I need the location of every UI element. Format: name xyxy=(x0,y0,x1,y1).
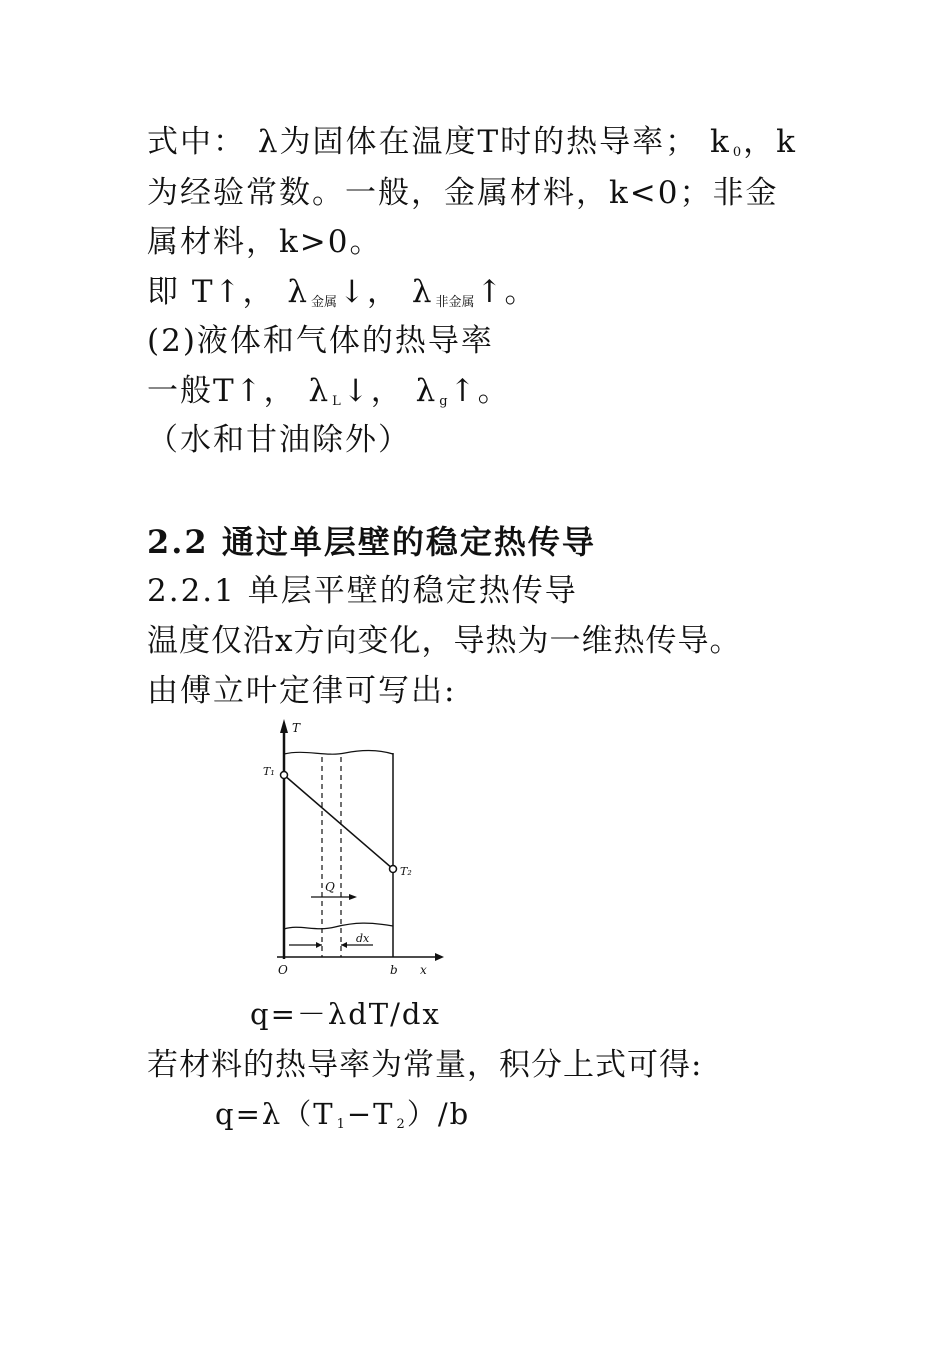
heat-flow-arrow-head-icon xyxy=(349,894,357,900)
equation-integrated-b: −T xyxy=(346,1097,395,1131)
section-heading: 2.2 通过单层壁的稳定热传导 xyxy=(147,523,596,561)
t-axis-arrow-icon xyxy=(280,719,288,733)
text-line-6-b: ↓， λ xyxy=(342,373,438,409)
text-line-7: （水和甘油除外） xyxy=(147,422,411,458)
t2-point xyxy=(390,866,397,873)
text-line-6-a: 一般T↑， λ xyxy=(147,373,331,409)
text-line-10: 若材料的热导率为常量，积分上式可得: xyxy=(147,1047,703,1083)
label-x: x xyxy=(420,963,427,977)
text-line-6-c: ↑。 xyxy=(449,373,511,409)
equation-integrated-a: q=λ（T xyxy=(215,1097,335,1131)
dx-left-arrow-head-icon xyxy=(316,942,322,948)
label-b: b xyxy=(390,963,398,977)
text-line-9: 由傅立叶定律可写出: xyxy=(147,673,457,709)
subscript-g: g xyxy=(439,394,448,409)
equation-integrated xyxy=(215,1097,471,1132)
subscript-k0: 0 xyxy=(732,145,742,160)
text-line-8: 温度仅沿x方向变化，导热为一维热传导。 xyxy=(147,623,742,659)
subscript-metal: 金属 xyxy=(311,295,338,310)
text-line-6 xyxy=(147,373,511,409)
text-line-2: 为经验常数。一般，金属材料，k<0；非金 xyxy=(147,175,779,211)
label-Q: Q xyxy=(325,880,335,894)
text-line-5: (2)液体和气体的热导率 xyxy=(147,323,494,359)
subscript-nonmetal: 非金属 xyxy=(435,295,475,310)
label-T2: T₂ xyxy=(400,865,412,878)
subscript-2: 2 xyxy=(396,1117,405,1132)
text-line-4 xyxy=(147,274,538,310)
top-break-line xyxy=(284,750,393,754)
dx-right-arrow-head-icon xyxy=(341,942,347,948)
equation-integrated-c: ）/b xyxy=(406,1097,471,1131)
text-line-4-c: ↑。 xyxy=(476,274,538,310)
label-dx: dx xyxy=(356,932,370,945)
label-T1: T₁ xyxy=(263,765,275,778)
text-line-4-a: 即 T↑， λ xyxy=(147,274,310,310)
text-line-1-main: 式中： λ为固体在温度T时的热导率； k xyxy=(147,124,731,160)
text-line-1 xyxy=(147,124,797,160)
label-O: O xyxy=(278,963,288,977)
subsection-heading: 2.2.1 单层平壁的稳定热传导 xyxy=(147,573,578,609)
subscript-L: L xyxy=(332,394,341,409)
temperature-profile-line xyxy=(284,775,393,869)
t1-point xyxy=(281,772,288,779)
x-axis-arrow-icon xyxy=(435,953,444,961)
equation-fourier: q=－λdT/dx xyxy=(250,997,441,1031)
plane-wall-diagram xyxy=(255,713,445,983)
text-line-3: 属材料，k>0。 xyxy=(147,224,383,260)
text-line-4-b: ↓， λ xyxy=(339,274,434,310)
subscript-1: 1 xyxy=(336,1117,345,1132)
text-line-1-tail: ，k xyxy=(743,124,797,160)
bottom-break-line xyxy=(284,923,393,929)
label-T: T xyxy=(292,721,301,735)
